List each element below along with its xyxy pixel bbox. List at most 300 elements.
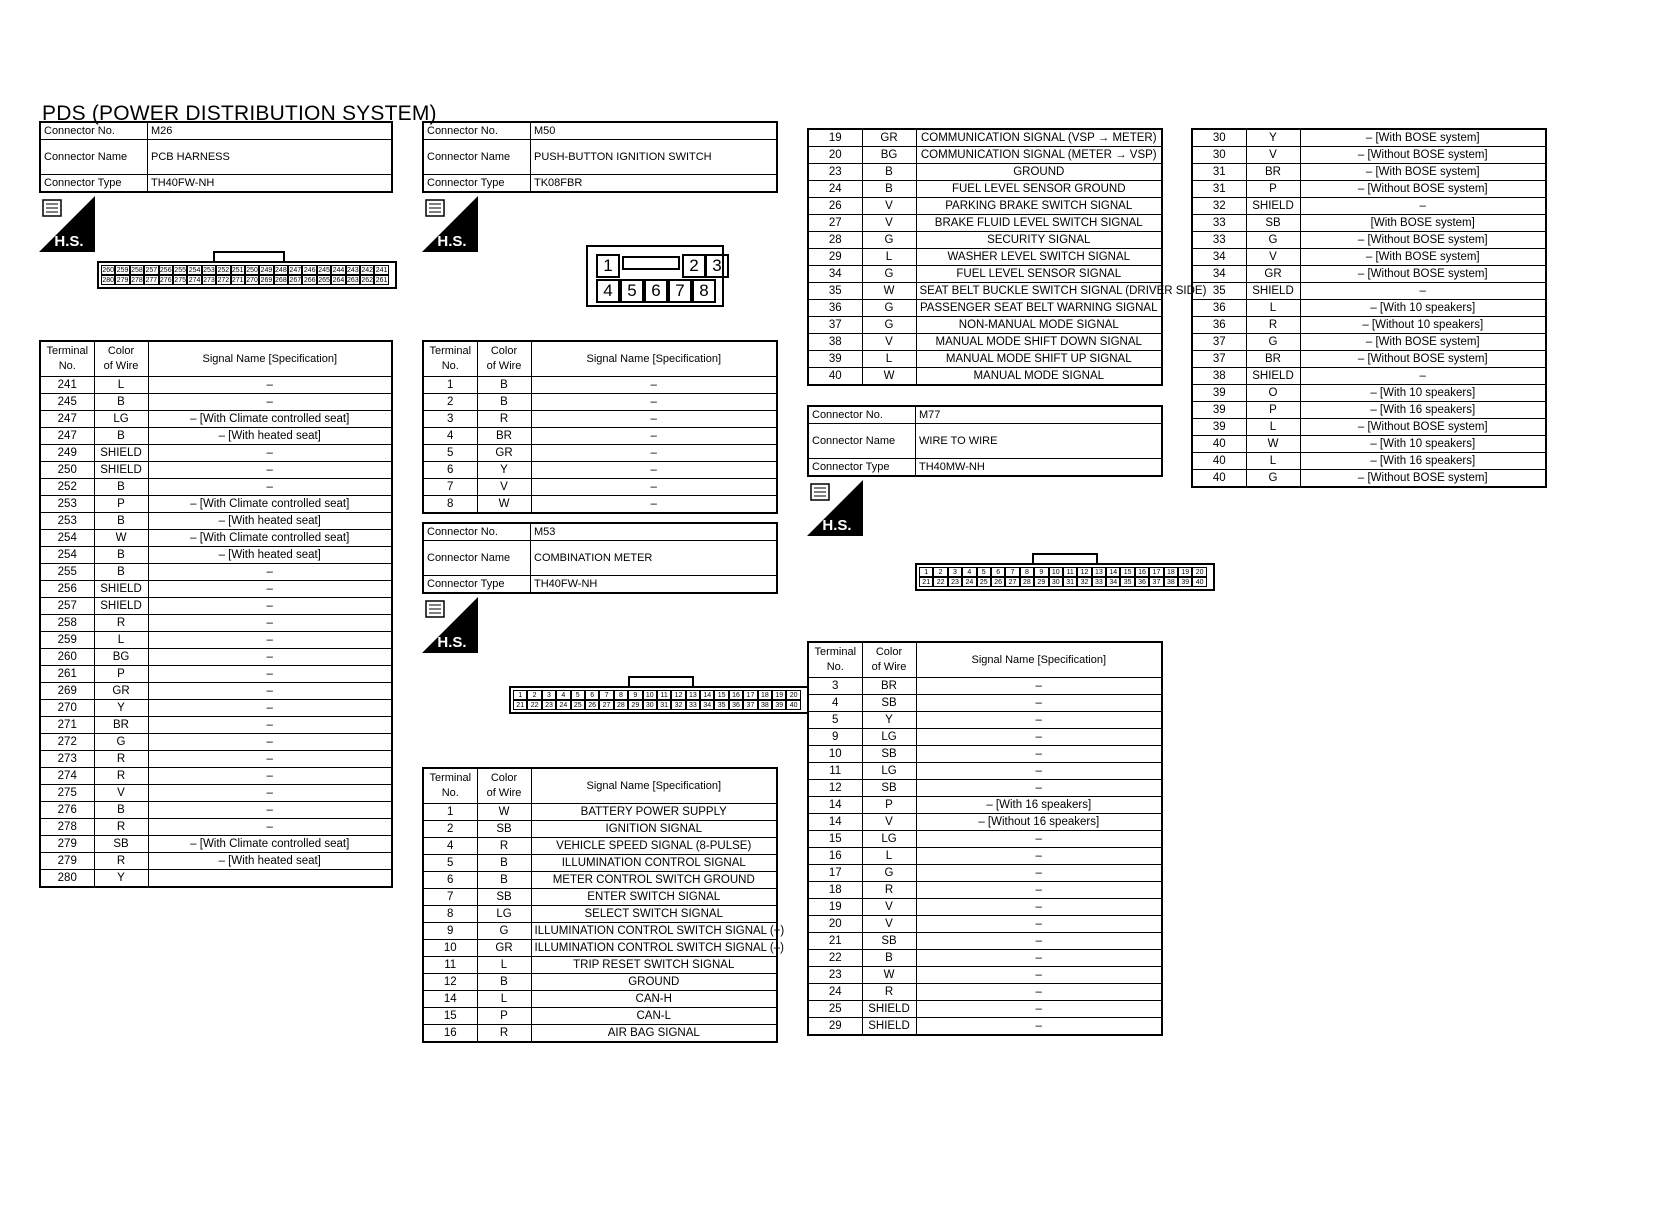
table-row <box>808 678 1162 695</box>
connector-no-value: M50 <box>531 122 778 140</box>
terminal-number: 36 <box>1192 317 1246 334</box>
connector-pin: 38 <box>758 700 772 710</box>
connector-pin: 7 <box>1005 567 1019 577</box>
connector-no-label: Connector No. <box>423 122 531 140</box>
connector-pin: 245 <box>318 267 330 274</box>
table-row <box>808 283 1162 300</box>
table-row <box>40 598 392 615</box>
terminal-number: 29 <box>808 1018 862 1036</box>
terminal-number: 273 <box>40 751 94 768</box>
terminal-number: 10 <box>423 940 477 957</box>
wire-color: LG <box>862 831 916 848</box>
terminal-number: 5 <box>808 712 862 729</box>
table-row <box>423 872 777 889</box>
wire-color: B <box>94 394 148 411</box>
connector-pin: 28 <box>1020 577 1034 587</box>
connector-pin: 34 <box>700 700 714 710</box>
connector-pin: 6 <box>585 690 599 700</box>
table-row <box>40 411 392 428</box>
m26-terminal-table <box>39 340 393 888</box>
terminal-number: 22 <box>808 950 862 967</box>
terminal-number: 7 <box>423 889 477 906</box>
connector-pin: 1 <box>596 254 620 278</box>
terminal-number: 2 <box>423 394 477 411</box>
connector-pin: 16 <box>729 690 743 700</box>
connector-pin: 253 <box>203 267 215 274</box>
connector-pin: 4 <box>962 567 976 577</box>
signal-name: PARKING BRAKE SWITCH SIGNAL <box>916 198 1162 215</box>
terminal-number: 4 <box>808 695 862 712</box>
wire-color: R <box>94 615 148 632</box>
signal-name-header: Signal Name [Specification] <box>531 341 777 377</box>
connector-pin: 37 <box>1149 577 1163 587</box>
harness-side-icon <box>422 196 478 252</box>
terminal-number: 30 <box>1192 129 1246 147</box>
signal-name: – <box>916 780 1162 797</box>
connector-pin: 20 <box>1192 567 1206 577</box>
terminal-number: 15 <box>423 1008 477 1025</box>
wire-color: B <box>477 872 531 889</box>
table-row <box>423 923 777 940</box>
table-row <box>1192 232 1546 249</box>
wire-color: LG <box>862 729 916 746</box>
terminal-number: 35 <box>808 283 862 300</box>
table-row <box>423 838 777 855</box>
connector-pin: 2 <box>933 567 947 577</box>
connector-pin: 16 <box>1135 567 1149 577</box>
connector-pin: 262 <box>361 277 374 284</box>
connector-name-value: PCB HARNESS <box>148 140 393 175</box>
connector-pin: 10 <box>1049 567 1063 577</box>
wire-color: SB <box>1246 215 1300 232</box>
connector-pin: 10 <box>643 690 657 700</box>
terminal-number: 245 <box>40 394 94 411</box>
terminal-number: 17 <box>808 865 862 882</box>
table-row <box>40 377 392 394</box>
signal-name-header: Signal Name [Specification] <box>531 768 777 804</box>
connector-pin: 1 <box>513 690 527 700</box>
harness-side-icon <box>807 480 863 536</box>
connector-pin: 27 <box>599 700 613 710</box>
wire-color: BR <box>1246 351 1300 368</box>
connector-pin: 270 <box>246 277 258 284</box>
wire-color: SHIELD <box>1246 198 1300 215</box>
signal-name: – [With 16 speakers] <box>916 797 1162 814</box>
signal-name: – <box>916 967 1162 984</box>
table-row <box>808 300 1162 317</box>
m77-terminal-table-continued <box>1191 128 1547 488</box>
table-row <box>40 785 392 802</box>
connector-pin: 2 <box>682 254 706 278</box>
connector-pin: 279 <box>116 277 129 284</box>
m53-info <box>422 522 778 594</box>
signal-name: – [With heated seat] <box>148 428 392 445</box>
table-row <box>40 462 392 479</box>
table-row <box>40 479 392 496</box>
connector-pin: 251 <box>231 267 244 274</box>
signal-name: – [With heated seat] <box>148 547 392 564</box>
connector-pin: 27 <box>1005 577 1019 587</box>
connector-pin: 18 <box>758 690 772 700</box>
m77-info <box>807 405 1163 477</box>
table-row <box>808 950 1162 967</box>
wire-color: Y <box>862 712 916 729</box>
table-row <box>40 564 392 581</box>
wire-color: W <box>477 804 531 821</box>
signal-name: – <box>148 615 392 632</box>
table-row <box>808 351 1162 368</box>
connector-type-value: TH40FW-NH <box>531 576 778 594</box>
connector-pin: 15 <box>1120 567 1134 577</box>
connector-pin: 35 <box>1120 577 1134 587</box>
terminal-number: 4 <box>423 838 477 855</box>
wire-color: V <box>862 916 916 933</box>
signal-name: – <box>148 717 392 734</box>
signal-name-header: Signal Name [Specification] <box>148 341 392 377</box>
signal-name: – <box>916 678 1162 695</box>
table-row <box>423 1008 777 1025</box>
connector-pin: 258 <box>131 267 143 274</box>
connector-pin: 6 <box>644 279 668 303</box>
terminal-number: 247 <box>40 428 94 445</box>
connector-pin: 267 <box>289 277 302 284</box>
wire-color: B <box>862 181 916 198</box>
terminal-number: 5 <box>423 855 477 872</box>
wire-color: GR <box>477 940 531 957</box>
connector-name-label: Connector Name <box>423 140 531 175</box>
terminal-number: 247 <box>40 411 94 428</box>
table-row <box>1192 283 1546 300</box>
table-row <box>40 649 392 666</box>
terminal-number: 38 <box>1192 368 1246 385</box>
terminal-number: 9 <box>808 729 862 746</box>
terminal-number: 23 <box>808 967 862 984</box>
signal-name: BATTERY POWER SUPPLY <box>531 804 777 821</box>
wire-color: SHIELD <box>862 1001 916 1018</box>
connector-pin: 2 <box>527 690 541 700</box>
signal-name: – [Without BOSE system] <box>1300 147 1546 164</box>
wire-color: SB <box>862 695 916 712</box>
signal-name: MANUAL MODE SHIFT UP SIGNAL <box>916 351 1162 368</box>
terminal-number: 7 <box>423 479 477 496</box>
terminal-number: 37 <box>1192 351 1246 368</box>
table-row <box>808 933 1162 950</box>
page-title: PDS (POWER DISTRIBUTION SYSTEM) <box>42 102 437 125</box>
connector-pin: 11 <box>1063 567 1077 577</box>
signal-name: GROUND <box>531 974 777 991</box>
wire-color: R <box>94 768 148 785</box>
connector-pin: 268 <box>275 277 287 284</box>
table-row <box>1192 164 1546 181</box>
table-row <box>1192 436 1546 453</box>
table-row <box>808 232 1162 249</box>
terminal-number: 25 <box>808 1001 862 1018</box>
wire-color: R <box>862 984 916 1001</box>
wire-color: G <box>862 865 916 882</box>
signal-name: PASSENGER SEAT BELT WARNING SIGNAL <box>916 300 1162 317</box>
signal-name: – <box>916 916 1162 933</box>
wire-color: LG <box>477 906 531 923</box>
connector-no-label: Connector No. <box>808 406 916 424</box>
wire-color: B <box>477 377 531 394</box>
wire-color: R <box>477 411 531 428</box>
terminal-number: 8 <box>423 906 477 923</box>
connector-pin: 15 <box>714 690 728 700</box>
signal-name: – <box>531 462 777 479</box>
table-row <box>40 819 392 836</box>
hs-label: H.S. <box>437 634 467 651</box>
connector-pin: 17 <box>1149 567 1163 577</box>
wire-color: W <box>862 967 916 984</box>
terminal-number: 14 <box>423 991 477 1008</box>
table-row <box>1192 249 1546 266</box>
connector-pin: 248 <box>275 267 287 274</box>
connector-pin: 3 <box>542 690 556 700</box>
signal-name: – <box>916 1001 1162 1018</box>
signal-name: ILLUMINATION CONTROL SWITCH SIGNAL (–) <box>531 940 777 957</box>
terminal-number: 272 <box>40 734 94 751</box>
signal-name: – <box>148 581 392 598</box>
terminal-number: 3 <box>808 678 862 695</box>
signal-name: – [With heated seat] <box>148 513 392 530</box>
signal-name: BRAKE FLUID LEVEL SWITCH SIGNAL <box>916 215 1162 232</box>
signal-name: – <box>531 445 777 462</box>
signal-name: – <box>148 445 392 462</box>
wire-color: SHIELD <box>1246 368 1300 385</box>
wire-color: G <box>862 300 916 317</box>
terminal-number: 1 <box>423 377 477 394</box>
wire-color: L <box>94 632 148 649</box>
signal-name: – <box>916 950 1162 967</box>
terminal-number: 254 <box>40 530 94 547</box>
terminal-number: 4 <box>423 428 477 445</box>
signal-name: – [With Climate controlled seat] <box>148 530 392 547</box>
terminal-number: 24 <box>808 181 862 198</box>
table-row <box>808 797 1162 814</box>
terminal-number: 33 <box>1192 232 1246 249</box>
signal-name: – <box>531 479 777 496</box>
table-row <box>40 445 392 462</box>
signal-name: ILLUMINATION CONTROL SIGNAL <box>531 855 777 872</box>
wire-color: B <box>862 950 916 967</box>
wire-color: SHIELD <box>94 598 148 615</box>
connector-pin: 5 <box>571 690 585 700</box>
signal-name: MANUAL MODE SIGNAL <box>916 368 1162 386</box>
wire-color: B <box>94 428 148 445</box>
connector-pin: 8 <box>692 279 716 303</box>
signal-name: – <box>148 785 392 802</box>
connector-pin: 30 <box>1049 577 1063 587</box>
wire-color: G <box>862 317 916 334</box>
table-row <box>40 836 392 853</box>
connector-pin: 21 <box>513 700 527 710</box>
table-row <box>40 751 392 768</box>
connector-pin: 36 <box>1135 577 1149 587</box>
wire-color: V <box>862 198 916 215</box>
terminal-number: 12 <box>423 974 477 991</box>
terminal-number: 31 <box>1192 164 1246 181</box>
signal-name: – <box>148 768 392 785</box>
connector-pin: 266 <box>303 277 316 284</box>
table-row <box>40 513 392 530</box>
signal-name: – [With Climate controlled seat] <box>148 411 392 428</box>
wire-color: SB <box>94 836 148 853</box>
terminal-number: 20 <box>808 147 862 164</box>
connector-pin: 14 <box>700 690 714 700</box>
terminal-number: 21 <box>808 933 862 950</box>
table-row <box>423 411 777 428</box>
terminal-number: 9 <box>423 923 477 940</box>
signal-name: – [With Climate controlled seat] <box>148 496 392 513</box>
table-row <box>808 181 1162 198</box>
wire-color: GR <box>477 445 531 462</box>
signal-name: – <box>148 751 392 768</box>
signal-name-header: Signal Name [Specification] <box>916 642 1162 678</box>
table-row <box>808 317 1162 334</box>
signal-name: CAN-L <box>531 1008 777 1025</box>
signal-name: COMMUNICATION SIGNAL (METER → VSP) <box>916 147 1162 164</box>
wire-color: BG <box>94 649 148 666</box>
signal-name: – [With BOSE system] <box>1300 129 1546 147</box>
connector-pin: 6 <box>991 567 1005 577</box>
signal-name: GROUND <box>916 164 1162 181</box>
table-row <box>808 368 1162 386</box>
table-row <box>40 683 392 700</box>
wire-color: GR <box>94 683 148 700</box>
signal-name: COMMUNICATION SIGNAL (VSP → METER) <box>916 129 1162 147</box>
signal-name: – <box>531 411 777 428</box>
signal-name: VEHICLE SPEED SIGNAL (8-PULSE) <box>531 838 777 855</box>
connector-pin: 32 <box>1077 577 1091 587</box>
table-row <box>808 695 1162 712</box>
wire-color: P <box>477 1008 531 1025</box>
connector-pin: 3 <box>705 254 729 278</box>
wire-color: L <box>1246 419 1300 436</box>
terminal-number: 37 <box>808 317 862 334</box>
wire-color: SB <box>862 933 916 950</box>
terminal-number: 16 <box>808 848 862 865</box>
signal-name: AIR BAG SIGNAL <box>531 1025 777 1043</box>
table-row <box>808 746 1162 763</box>
m53-terminal-table <box>422 767 785 1043</box>
table-row <box>1192 368 1546 385</box>
wire-color: B <box>862 164 916 181</box>
terminal-number: 3 <box>423 411 477 428</box>
wire-color: W <box>862 368 916 386</box>
signal-name: – [Without BOSE system] <box>1300 181 1546 198</box>
m77-connector-face <box>915 563 1215 591</box>
table-row <box>1192 453 1546 470</box>
wire-color: P <box>94 666 148 683</box>
terminal-number: 20 <box>808 916 862 933</box>
signal-name: – [Without BOSE system] <box>1300 266 1546 283</box>
connector-pin: 8 <box>614 690 628 700</box>
signal-name: – <box>148 666 392 683</box>
signal-name: – <box>148 700 392 717</box>
signal-name: – <box>1300 283 1546 300</box>
signal-name: – <box>916 882 1162 899</box>
connector-pin: 276 <box>159 277 172 284</box>
connector-pin: 255 <box>174 267 186 274</box>
m53-terminal-table-continued <box>807 128 1207 386</box>
table-row <box>1192 351 1546 368</box>
wire-color: G <box>477 923 531 940</box>
terminal-number: 23 <box>808 164 862 181</box>
connector-pin: 5 <box>620 279 644 303</box>
signal-name: – <box>916 865 1162 882</box>
connector-pin: 24 <box>556 700 570 710</box>
table-row <box>808 984 1162 1001</box>
terminal-number: 261 <box>40 666 94 683</box>
signal-name: – <box>916 831 1162 848</box>
connector-pin: 265 <box>318 277 330 284</box>
signal-name: – <box>148 564 392 581</box>
wire-color: BR <box>862 678 916 695</box>
wire-color: B <box>477 974 531 991</box>
table-row <box>1192 181 1546 198</box>
table-row <box>1192 470 1546 488</box>
signal-name: – <box>916 746 1162 763</box>
connector-pin: 11 <box>657 690 671 700</box>
table-row <box>808 266 1162 283</box>
wire-color: LG <box>862 763 916 780</box>
terminal-number: 36 <box>1192 300 1246 317</box>
table-row <box>808 967 1162 984</box>
wire-color: SHIELD <box>862 1018 916 1036</box>
signal-name: – [Without BOSE system] <box>1300 232 1546 249</box>
wire-color: SB <box>477 889 531 906</box>
wire-color: V <box>1246 147 1300 164</box>
connector-pin: 273 <box>203 277 215 284</box>
connector-pin: 31 <box>657 700 671 710</box>
connector-pin: 29 <box>1034 577 1048 587</box>
connector-pin: 4 <box>596 279 620 303</box>
connector-pin: 31 <box>1063 577 1077 587</box>
wire-color: R <box>94 751 148 768</box>
signal-name: CAN-H <box>531 991 777 1008</box>
table-row <box>423 462 777 479</box>
connector-no-label: Connector No. <box>40 122 148 140</box>
wire-color: BR <box>94 717 148 734</box>
table-row <box>40 802 392 819</box>
table-row <box>40 547 392 564</box>
m50-info <box>422 121 778 193</box>
signal-name: – <box>148 649 392 666</box>
terminal-number: 40 <box>808 368 862 386</box>
signal-name: SELECT SWITCH SIGNAL <box>531 906 777 923</box>
table-row <box>423 496 777 514</box>
terminal-number: 14 <box>808 814 862 831</box>
table-row <box>40 428 392 445</box>
signal-name: TRIP RESET SWITCH SIGNAL <box>531 957 777 974</box>
connector-pin: 250 <box>246 267 258 274</box>
wire-color: L <box>862 351 916 368</box>
connector-no-value: M77 <box>916 406 1163 424</box>
connector-pin: 26 <box>585 700 599 710</box>
table-row <box>1192 147 1546 164</box>
table-row <box>423 974 777 991</box>
wire-color: G <box>1246 334 1300 351</box>
table-row <box>1192 317 1546 334</box>
wire-color: P <box>1246 181 1300 198</box>
connector-pin: 26 <box>991 577 1005 587</box>
table-row <box>40 666 392 683</box>
connector-pin: 40 <box>1192 577 1206 587</box>
hs-label: H.S. <box>822 517 852 534</box>
connector-pin: 13 <box>1092 567 1106 577</box>
connector-type-label: Connector Type <box>808 459 916 477</box>
connector-name-label: Connector Name <box>40 140 148 175</box>
